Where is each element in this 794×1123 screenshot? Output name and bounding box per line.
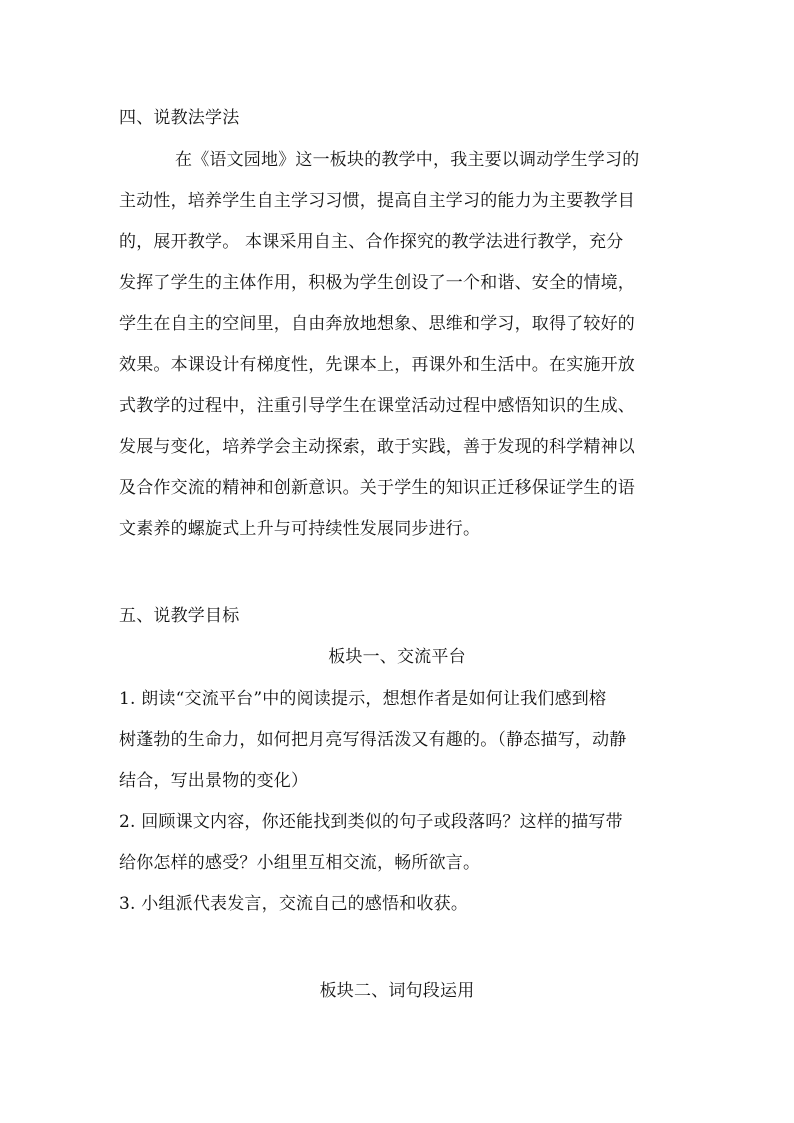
list-item-line: 给你怎样的感受？小组里互相交流，畅所欲言。 [119,853,481,873]
block-title-word-sentence-use: 板块二、词句段运用 [319,981,475,1001]
list-item-line: 1. 朗读“交流平台”中的阅读提示，想想作者是如何让我们感到榕 [119,689,607,709]
paragraph-line: 学生在自主的空间里，自由奔放地想象、思维和学习，取得了较好的 [119,314,635,334]
block-title-exchange-platform: 板块一、交流平台 [328,647,466,667]
paragraph-line: 在《语文园地》这一板块的教学中，我主要以调动学生学习的 [175,150,640,170]
list-item-line: 2. 回顾课文内容，你还能找到类似的句子或段落吗？这样的描写带 [119,812,623,832]
paragraph-line: 发展与变化，培养学会主动探索，敢于实践，善于发现的科学精神以 [119,437,635,457]
section-heading-teaching-goals: 五、说教学目标 [119,606,240,626]
paragraph-line: 文素养的螺旋式上升与可持续性发展同步进行。 [119,519,481,539]
section-heading-teaching-methods: 四、说教法学法 [119,108,240,128]
paragraph-line: 的，展开教学。 本课采用自主、合作探究的教学法进行教学，充分 [119,232,624,252]
list-item-line: 树蓬勃的生命力，如何把月亮写得活泼又有趣的。（静态描写，动静 [119,730,627,750]
list-item-line: 结合，写出景物的变化） [119,771,309,791]
paragraph-line: 式教学的过程中，注重引导学生在课堂活动过程中感悟知识的生成、 [119,396,635,416]
list-item-line: 3. 小组派代表发言，交流自己的感悟和收获。 [119,894,469,914]
paragraph-line: 及合作交流的精神和创新意识。关于学生的知识正迁移保证学生的语 [119,478,635,498]
paragraph-line: 发挥了学生的主体作用，积极为学生创设了一个和谐、安全的情境， [119,273,635,293]
paragraph-line: 主动性，培养学生自主学习习惯，提高自主学习的能力为主要教学目 [119,191,635,211]
paragraph-line: 效果。本课设计有梯度性，先课本上，再课外和生活中。在实施开放 [119,355,635,375]
